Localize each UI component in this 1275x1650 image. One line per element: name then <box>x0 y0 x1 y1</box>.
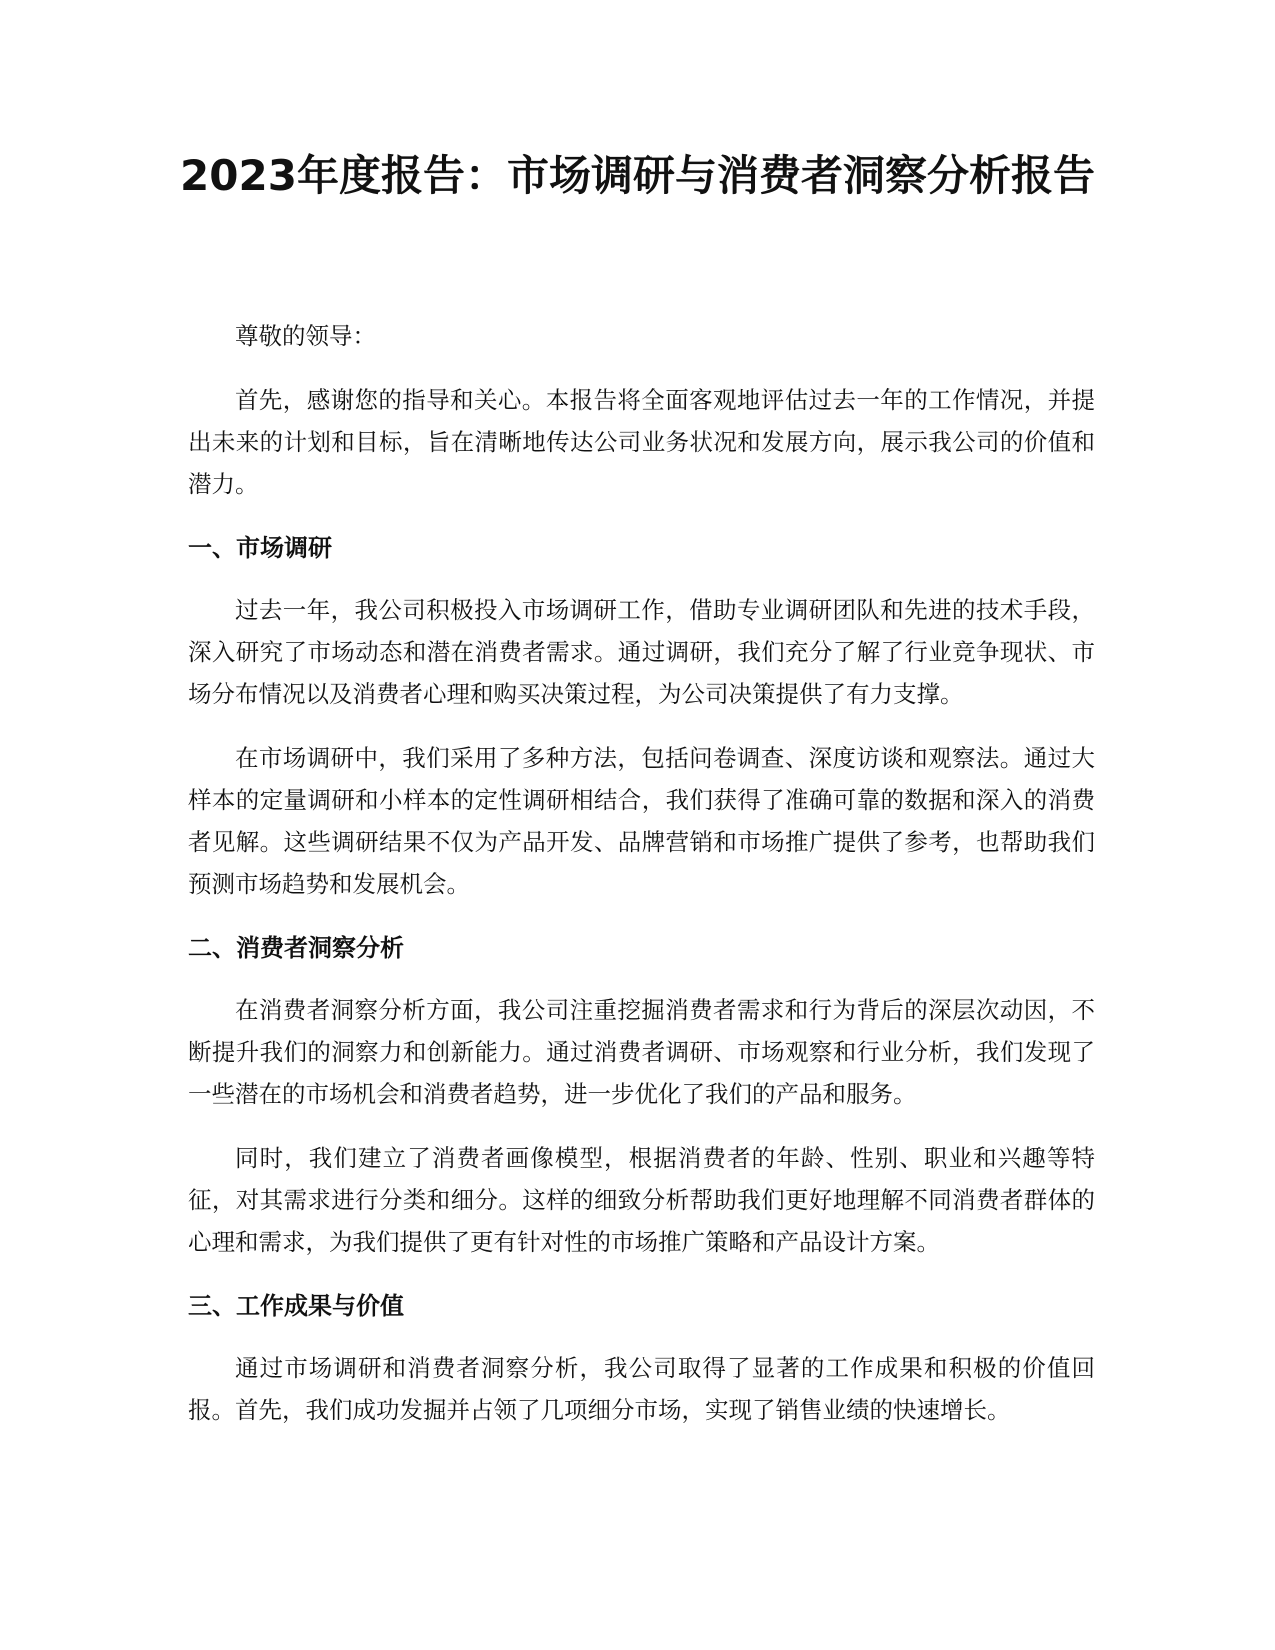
intro-paragraph: 首先，感谢您的指导和关心。本报告将全面客观地评估过去一年的工作情况，并提出未来的计划和目标，旨在清晰地传达公司业务状况和发展方向，展示我公司的价值和潜力。 <box>188 386 1095 498</box>
body-paragraph: 在消费者洞察分析方面，我公司注重挖掘消费者需求和行为背后的深层次动因，不断提升我们的洞察力和创新能力。通过消费者调研、市场观察和行业分析，我们发现了一些潜在的市场机会和消费者趋势，进一步优化了我们的产品和服务。 <box>188 996 1095 1108</box>
salutation: 尊敬的领导： <box>235 322 376 350</box>
document-body <box>188 315 1095 1453</box>
document-title: 2023年度报告：市场调研与消费者洞察分析报告 <box>180 151 1095 200</box>
body-paragraph: 过去一年，我公司积极投入市场调研工作，借助专业调研团队和先进的技术手段，深入研究了市场动态和潜在消费者需求。通过调研，我们充分了解了行业竞争现状、市场分布情况以及消费者心理和购买决策过程，为公司决策提供了有力支撑。 <box>188 596 1095 708</box>
section-heading-consumer-insight: 二、消费者洞察分析 <box>188 934 404 962</box>
body-paragraph: 同时，我们建立了消费者画像模型，根据消费者的年龄、性别、职业和兴趣等特征，对其需求进行分类和细分。这样的细致分析帮助我们更好地理解不同消费者群体的心理和需求，为我们提供了更有针对性的市场推广策略和产品设计方案。 <box>188 1144 1095 1256</box>
section-heading-market-research: 一、市场调研 <box>188 534 332 562</box>
body-paragraph: 在市场调研中，我们采用了多种方法，包括问卷调查、深度访谈和观察法。通过大样本的定量调研和小样本的定性调研相结合，我们获得了准确可靠的数据和深入的消费者见解。这些调研结果不仅为产品开发、品牌营销和市场推广提供了参考，也帮助我们预测市场趋势和发展机会。 <box>188 744 1095 898</box>
body-paragraph: 通过市场调研和消费者洞察分析，我公司取得了显著的工作成果和积极的价值回报。首先，我们成功发掘并占领了几项细分市场，实现了销售业绩的快速增长。 <box>188 1354 1095 1424</box>
section-heading-results-value: 三、工作成果与价值 <box>188 1292 404 1320</box>
